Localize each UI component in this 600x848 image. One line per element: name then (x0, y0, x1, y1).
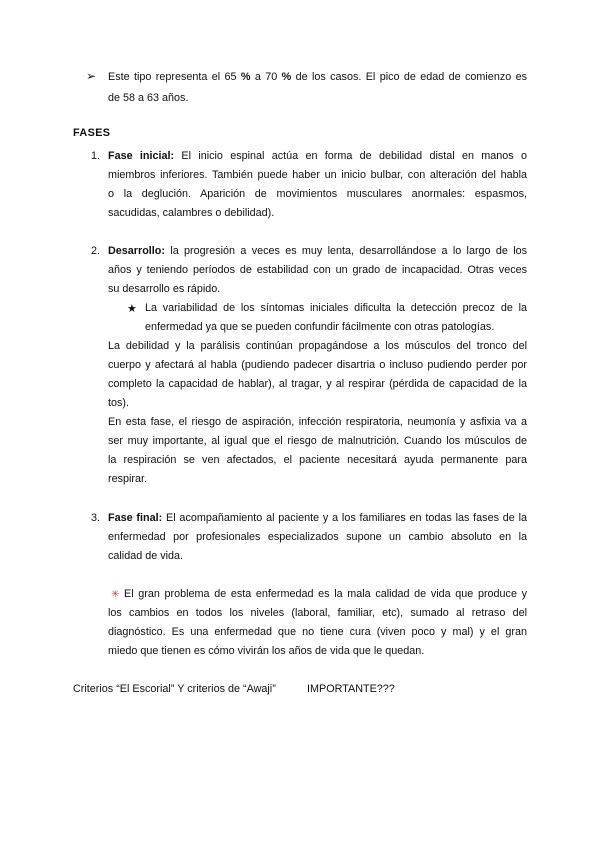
intro-line: de 58 a 63 años. (108, 91, 189, 104)
phase-label: Desarrollo: (108, 244, 165, 257)
highlight-paragraph (145, 299, 527, 337)
intro-text: de los casos. El pico de edad de comienzo es (291, 70, 527, 83)
arrow-bullet-icon (86, 66, 96, 87)
phase-number: 1. (91, 149, 101, 162)
paragraph-line: La debilidad y la parálisis continúan propagándose a los músculos del tronco del (108, 339, 527, 352)
phases-heading: FASES (73, 126, 111, 139)
phase-number: 2. (91, 244, 101, 257)
phase-2-detail-paragraph (108, 337, 527, 413)
phase-text: El inicio espinal actúa en forma de debilidad distal en manos o (181, 149, 528, 162)
paragraph-line: respirar. (108, 472, 148, 485)
highlight-line: enfermedad ya que se pueden confundir fácilmente con otras patologías. (145, 320, 495, 333)
note-line: miedo que tienen es cómo vivirán los años de vida que le quedan. (108, 644, 425, 657)
note-line: diagnóstico. Es una enfermedad que no tiene cura (viven poco y mal) y el gran (108, 625, 527, 638)
phase-text-line (108, 147, 527, 166)
phase-text: El acompañamiento al paciente y a los familiares en todas las fases de la (166, 511, 528, 524)
phase-3-paragraph (108, 509, 527, 566)
paragraph-line: tos). (108, 396, 129, 409)
phase-text-line: miembros inferiores. También puede haber un inicio bulbar, con alteración del habla (108, 168, 527, 181)
intro-text: a 70 (250, 70, 282, 83)
important-flag: IMPORTANTE??? (307, 682, 395, 695)
percent-sign: % (240, 70, 251, 83)
phase-text-line: sacudidas, calambres o debilidad). (108, 206, 275, 219)
phase-label: Fase final: (108, 511, 163, 524)
criteria-text: Criterios “El Escorial” Y criterios de “Awaji” (73, 682, 276, 695)
phase-text-line: su desarrollo es rápido. (108, 282, 221, 295)
paragraph-line: la respiración se ven afectados, el paciente necesitará ayuda permanente para (108, 453, 527, 466)
paragraph-line: En esta fase, el riesgo de aspiración, infección respiratoria, neumonía y asfixia va a (108, 415, 527, 428)
paragraph-line: cuerpo y afectará al habla (pudiendo padecer disartria o incluso pudiendo perder por (108, 358, 527, 371)
phase-1-paragraph (108, 147, 527, 223)
phase-text: la progresión a veces es muy lenta, desarrollándose a lo largo de los (170, 244, 528, 257)
percent-sign: % (281, 70, 292, 83)
phase-text-line: calidad de vida. (108, 549, 184, 562)
highlight-line: La variabilidad de los síntomas iniciales dificulta la detección precoz de la (145, 301, 527, 314)
paragraph-line: ser muy importante, al igual que el riesgo de malnutrición. Cuando los músculos de (108, 434, 527, 447)
asterisk-icon (111, 585, 119, 604)
paragraph-line: completo la capacidad de hablar), al tragar, y al respirar (pérdida de capacidad de la (108, 377, 527, 390)
phase-label: Fase inicial: (108, 149, 175, 162)
note-line (108, 585, 527, 604)
phase-2-risk-paragraph (108, 413, 527, 489)
star-icon (127, 299, 137, 318)
phase-text-line: o la deglución. Aparición de movimientos musculares anormales: espasmos, (108, 187, 527, 200)
phase-text-line: años y teniendo períodos de estabilidad con un grado de incapacidad. Otras veces (108, 263, 527, 276)
phase-number: 3. (91, 511, 101, 524)
intro-paragraph (108, 67, 527, 109)
note-paragraph (108, 585, 527, 661)
intro-line (108, 67, 527, 88)
phase-text-line (108, 242, 527, 261)
phase-2-paragraph (108, 242, 527, 299)
phase-text-line (108, 509, 527, 528)
note-text: El gran problema de esta enfermedad es la mala calidad de vida que produce y (124, 587, 527, 600)
intro-text: Este tipo representa el 65 (108, 70, 241, 83)
phase-text-line: enfermedad por profesionales especializados supone un cambio absoluto en la (108, 530, 527, 543)
note-line: los cambios en todos los niveles (laboral, familiar, etc), sumado al retraso del (108, 606, 527, 619)
